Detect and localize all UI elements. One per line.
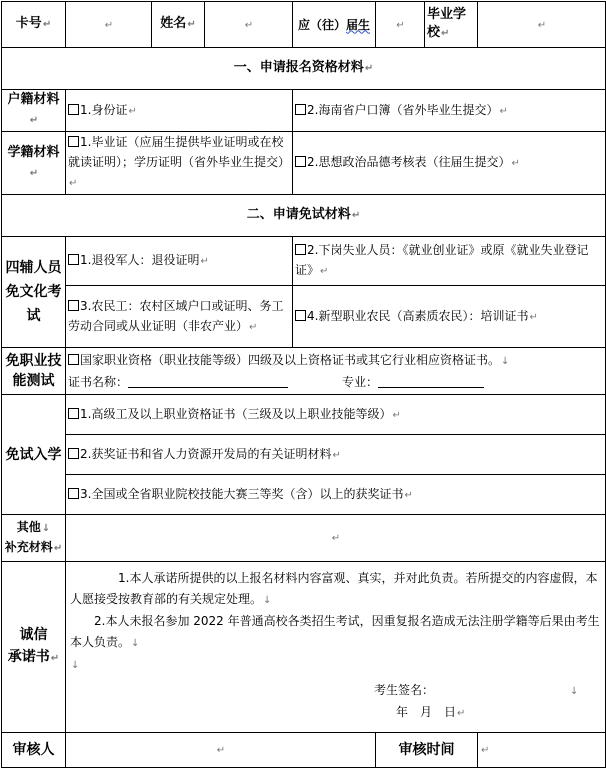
checkbox[interactable] bbox=[68, 488, 79, 499]
checkbox[interactable] bbox=[68, 300, 79, 311]
major-field[interactable] bbox=[378, 374, 484, 388]
sifu-item-3[interactable]: 3.农民工：农村区域户口或证明、务工劳动合同或从业证明（非农产业）↵ bbox=[66, 286, 293, 348]
mianshi-label: 免试入学 bbox=[2, 395, 66, 515]
reviewer-value[interactable]: ↵ bbox=[66, 733, 376, 768]
reviewer-label: 审核人 bbox=[2, 733, 66, 768]
mianshi-item-2[interactable]: 2.获奖证书和省人力资源开发局的有关证明材料↵ bbox=[66, 435, 606, 475]
sifu-label: 四辅人员免文化考试 bbox=[2, 237, 66, 348]
checkbox[interactable] bbox=[68, 104, 79, 115]
other-row bbox=[2, 515, 606, 562]
skill-content[interactable]: 国家职业资格（职业技能等级）四级及以上资格证书或其它行业相应资格证书。↓ 证书名称： 专业： bbox=[66, 348, 606, 395]
checkbox[interactable] bbox=[295, 244, 306, 255]
checkbox[interactable] bbox=[295, 156, 306, 167]
name-label: 姓名↵ bbox=[152, 2, 205, 48]
sifu-item-4[interactable]: 4.新型职业农民（高素质农民）：培训证书↵ bbox=[293, 286, 606, 348]
checkbox[interactable] bbox=[295, 310, 306, 321]
sifu-item-2[interactable]: 2.下岗失业人员：《就业创业证》或原《就业失业登记证》↵ bbox=[293, 237, 606, 286]
school-label: 毕业学 校↵ bbox=[425, 2, 478, 48]
promise-row bbox=[2, 562, 606, 733]
header-row bbox=[2, 2, 606, 48]
hukou-label: 户籍材料↵ bbox=[2, 90, 66, 132]
sifu-item-1[interactable]: 1.退役军人：退役证明↵ bbox=[66, 237, 293, 286]
graduate-type-label: 应（往）届生 bbox=[293, 2, 376, 48]
other-value[interactable]: ↵ bbox=[66, 515, 606, 562]
section2-row bbox=[2, 195, 606, 237]
section1-title: 一、申请报名资格材料↵ bbox=[2, 48, 606, 90]
checkbox[interactable] bbox=[295, 104, 306, 115]
xueji-row bbox=[2, 132, 606, 195]
checkbox[interactable] bbox=[68, 354, 79, 365]
review-time-value[interactable]: ↵ bbox=[478, 733, 606, 768]
mianshi-item-3[interactable]: 3.全国或全省职业院校技能大赛三等奖（含）以上的获奖证书↵ bbox=[66, 475, 606, 515]
section2-title: 二、申请免试材料↵ bbox=[2, 195, 606, 237]
hukou-item-1[interactable]: 1.身份证↵ bbox=[66, 90, 293, 132]
promise-content: 1.本人承诺所提供的以上报名材料内容富观、真实，并对此负责。若所提交的内容虚假，本人愿接受按教育部的有关规定处理。↓ 2.本人未报名参加 2022 年普通高校各类招生考试，因重复报名造成无法注册学籍等后果由考生本人负责。↓ ↓ 考生签名： ↓ 年 月 日↵ bbox=[66, 562, 606, 733]
skill-row bbox=[2, 348, 606, 395]
xueji-item-1[interactable]: 1.毕业证（应届生提供毕业证明或在校就读证明）；学历证明（省外毕业生提交）↵ bbox=[66, 132, 293, 195]
hukou-item-2[interactable]: 2.海南省户口簿（省外毕业生提交）↵ bbox=[293, 90, 606, 132]
review-time-label: 审核时间 bbox=[376, 733, 478, 768]
hukou-row bbox=[2, 90, 606, 132]
registration-form-table bbox=[1, 1, 606, 768]
footer-row bbox=[2, 733, 606, 768]
mianshi-item-1[interactable]: 1.高级工及以上职业资格证书（三级及以上职业技能等级）↵ bbox=[66, 395, 606, 435]
other-label: 其他↓ 补充材料↵ bbox=[2, 515, 66, 562]
graduate-type-value[interactable]: ↵ bbox=[376, 2, 425, 48]
mianshi-row-2 bbox=[2, 435, 606, 475]
name-value[interactable]: ↵ bbox=[205, 2, 293, 48]
sifu-row-2 bbox=[2, 286, 606, 348]
sifu-row-1 bbox=[2, 237, 606, 286]
checkbox[interactable] bbox=[68, 408, 79, 419]
cert-name-field[interactable] bbox=[128, 374, 288, 388]
mianshi-row-3 bbox=[2, 475, 606, 515]
card-no-value[interactable]: ↵ bbox=[66, 2, 152, 48]
checkbox[interactable] bbox=[68, 448, 79, 459]
school-value[interactable]: ↵ bbox=[478, 2, 606, 48]
promise-label: 诚信 承诺书↵ bbox=[2, 562, 66, 733]
checkbox[interactable] bbox=[68, 136, 79, 147]
checkbox[interactable] bbox=[68, 254, 79, 265]
xueji-item-2[interactable]: 2.思想政治品德考核表（往届生提交）↵ bbox=[293, 132, 606, 195]
xueji-label: 学籍材料↵ bbox=[2, 132, 66, 195]
mianshi-row-1 bbox=[2, 395, 606, 435]
skill-label: 免职业技能测试 bbox=[2, 348, 66, 395]
section1-row bbox=[2, 48, 606, 90]
card-no-label: 卡号↵ bbox=[2, 2, 66, 48]
